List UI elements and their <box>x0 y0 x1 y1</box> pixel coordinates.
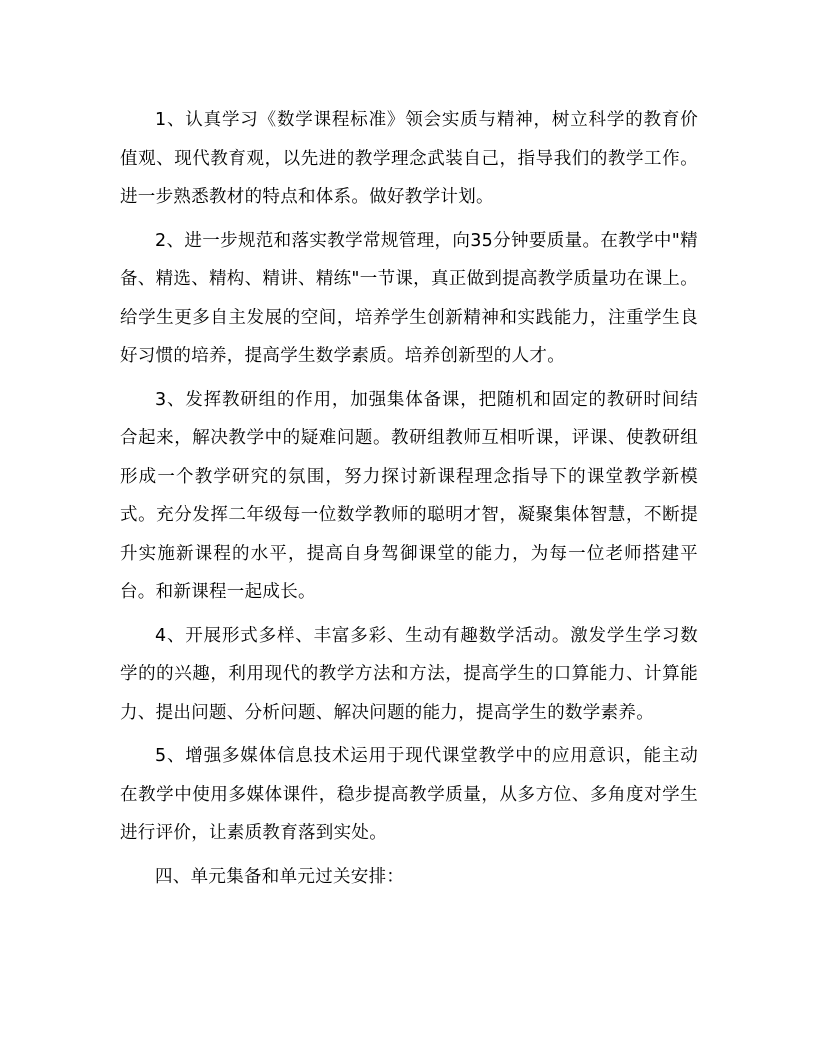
paragraph-3: 3、发挥教研组的作用，加强集体备课，把随机和固定的教研时间结合起来，解决教学中的疑难问题。教研组教师互相听课，评课、使教研组形成一个教学研究的氛围，努力探讨新课程理念指导下的课堂教学新模式。充分发挥二年级每一位数学教师的聪明才智，凝聚集体智慧，不断提升实施新课程的水平，提高自身驾御课堂的能力，为每一位老师搭建平台。和新课程一起成长。 <box>120 389 698 602</box>
section-heading: 四、单元集备和单元过关安排： <box>155 866 405 887</box>
paragraph-2: 2、进一步规范和落实教学常规管理，向35分钟要质量。在教学中"精备、精选、精构、精讲、精练"一节课，真正做到提高教学质量功在课上。给学生更多自主发展的空间，培养学生创新精神和实践能力，注重学生良好习惯的培养，提高学生数学素质。培养创新型的人才。 <box>120 230 698 366</box>
document-body <box>120 101 698 901</box>
paragraph-4: 4、开展形式多样、丰富多彩、生动有趣数学活动。激发学生学习数学的的兴趣，利用现代的教学方法和方法，提高学生的口算能力、计算能力、提出问题、分析问题、解决问题的能力，提高学生的数学素养。 <box>120 625 698 723</box>
paragraph-1: 1、认真学习《数学课程标准》领会实质与精神，树立科学的教育价值观、现代教育观，以先进的教学理念武装自己，指导我们的教学工作。进一步熟悉教材的特点和体系。做好教学计划。 <box>120 110 698 207</box>
paragraph-5: 5、增强多媒体信息技术运用于现代课堂教学中的应用意识，能主动在教学中使用多媒体课件，稳步提高教学质量，从多方位、多角度对学生进行评价，让素质教育落到实处。 <box>120 746 698 843</box>
